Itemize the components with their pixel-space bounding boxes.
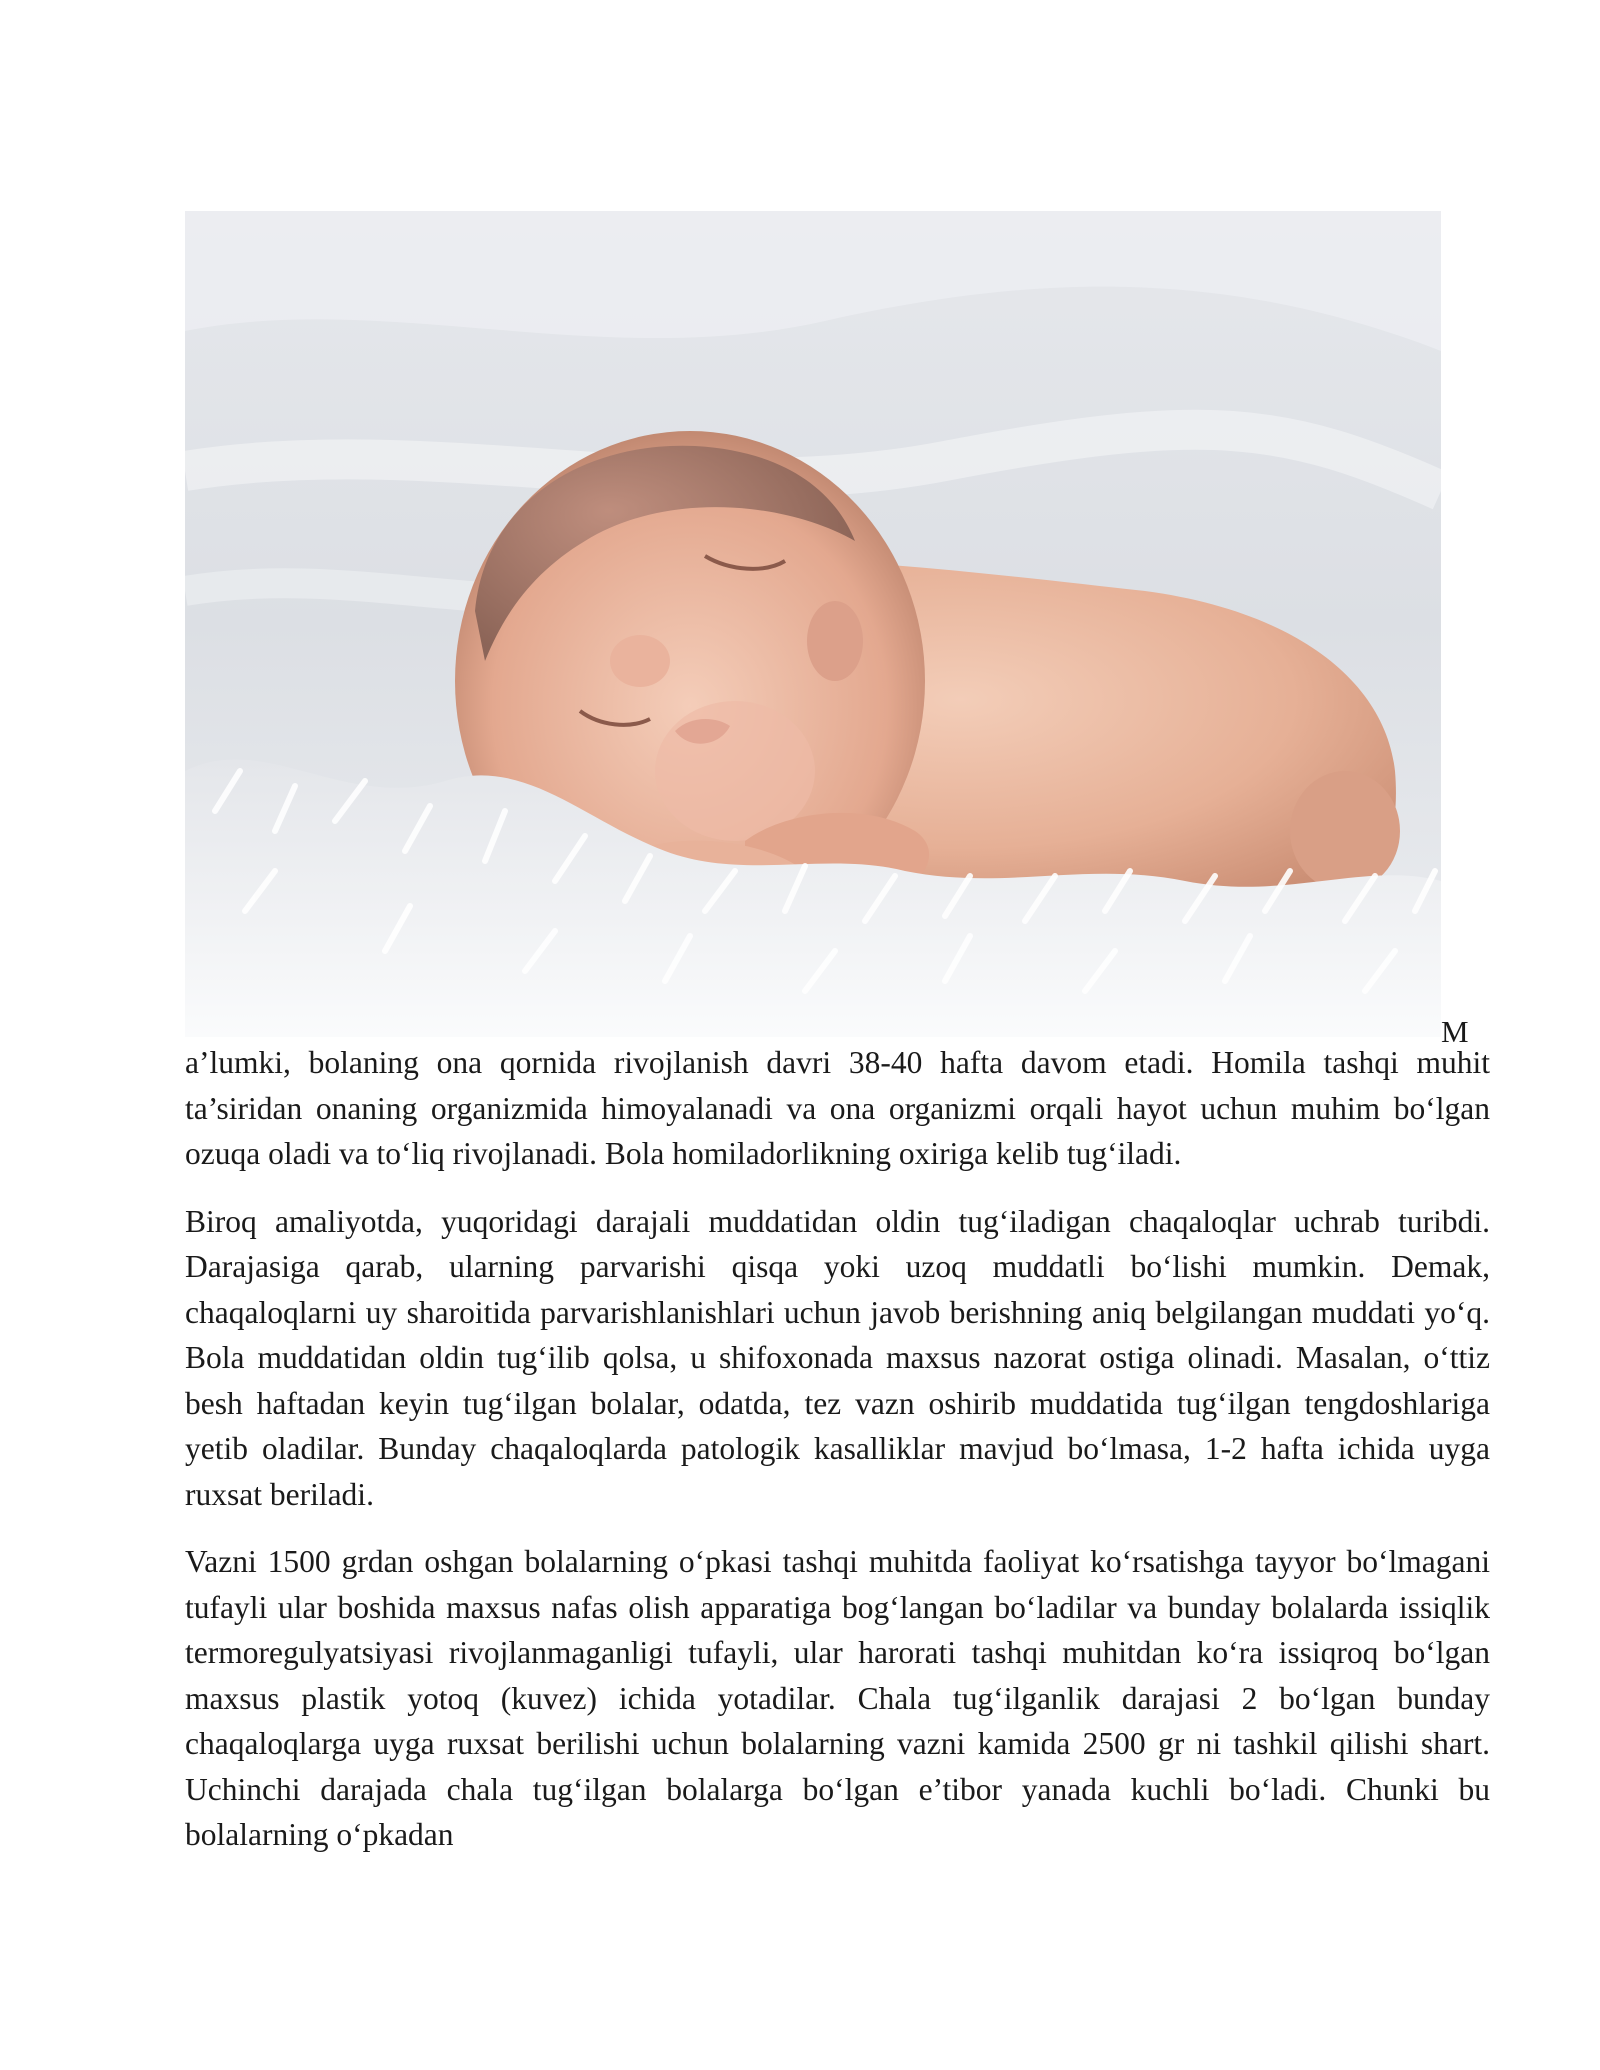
paragraph-initial-letter: M [1441, 1014, 1469, 1049]
newborn-photo [185, 211, 1441, 1037]
paragraph-3: Vazni 1500 grdan oshgan bolalarning o‘pkasi tashqi muhitda faoliyat ko‘rsatishga tayyor bo‘lmagani tufayli ular boshida maxsus nafas olish apparatiga bog‘langan bo‘ladilar va bunday bolalarda issiqlik termoregulyatsiyasi rivojlanmaganligi tufayli, ular harorati tashqi muhitdan ko‘ra issiqroq bo‘lgan maxsus plastik yotoq (kuvez) ichida yotadilar. Chala tug‘ilganlik darajasi 2 bo‘lgan bunday chaqaloqlarga uyga ruxsat berilishi uchun bolalarning vazni kamida 2500 gr ni tashkil qilishi shart. Uchinchi darajada chala tug‘ilgan bolalarga bo‘lgan e’tibor yanada kuchli bo‘ladi. Chunki bu bolalarning o‘pkadan [185, 1544, 1490, 1852]
newborn-illustration [185, 211, 1441, 1037]
figure-row [185, 211, 1475, 1049]
paragraph-1: a’lumki, bolaning ona qornida rivojlanish davri 38-40 hafta davom etadi. Homila tashqi muhit ta’siridan onaning organizmida himoyalanadi va ona organizmi orqali hayot uchun muhim bo‘lgan ozuqa oladi va to‘liq rivojlanadi. Bola homiladorlikning oxiriga kelib tug‘iladi. [185, 1045, 1490, 1171]
document-body [185, 1040, 1490, 1880]
paragraph-2: Biroq amaliyotda, yuqoridagi darajali muddatidan oldin tug‘iladigan chaqaloqlar uchrab turibdi. Darajasiga qarab, ularning parvarishi qisqa yoki uzoq muddatli bo‘lishi mumkin. Demak, chaqaloqlarni uy sharoitida parvarishlanishlari uchun javob berishning aniq belgilangan muddati yo‘q. Bola muddatidan oldin tug‘ilib qolsa, u shifoxonada maxsus nazorat ostiga olinadi. Masalan, o‘ttiz besh haftadan keyin tug‘ilgan bolalar, odatda, tez vazn oshirib muddatida tug‘ilgan tengdoshlariga yetib oladilar. Bunday chaqaloqlarda patologik kasalliklar mavjud bo‘lmasa, 1-2 hafta ichida uyga ruxsat beriladi. [185, 1203, 1490, 1512]
